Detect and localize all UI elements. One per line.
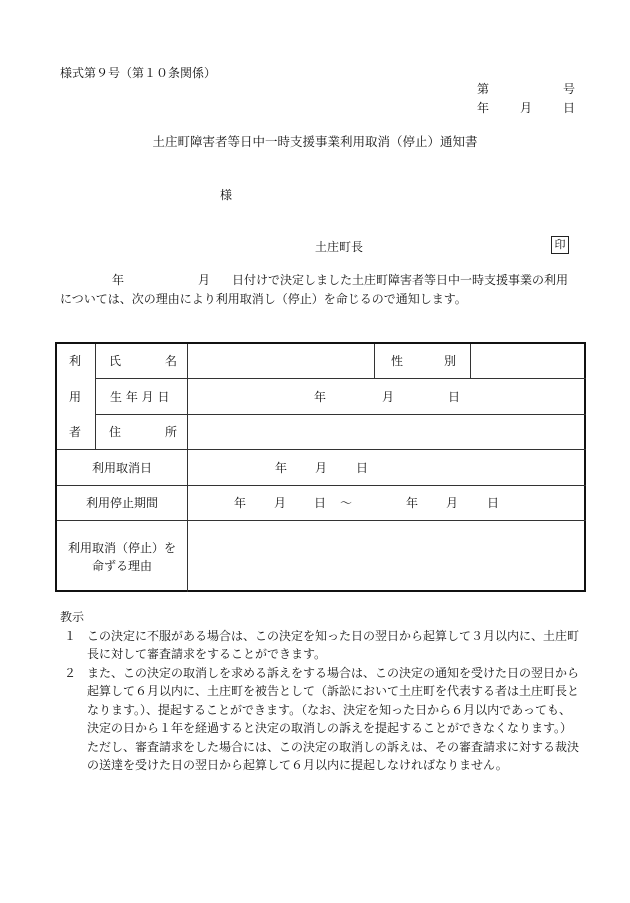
issue-date-month: 月 [519, 101, 532, 115]
suspend-from-year: 年 [234, 496, 247, 510]
cancel-year: 年 [275, 461, 288, 475]
doc-number-suffix: 号 [562, 82, 575, 96]
suspend-to-year: 年 [406, 496, 419, 510]
birth-date-label: 生 年 月 日 [110, 390, 170, 404]
row-divider [57, 449, 586, 450]
body-month: 月 [197, 273, 210, 287]
suspend-to-month: 月 [446, 496, 459, 510]
suspend-from-day: 日 [314, 496, 327, 510]
birth-day: 日 [448, 390, 461, 404]
col-divider [374, 344, 375, 378]
suspend-to-day: 日 [487, 496, 500, 510]
user-label-char: 利 [69, 354, 82, 368]
suspend-period-label: 利用停止期間 [85, 496, 158, 510]
row-divider [57, 520, 586, 521]
user-label-char: 者 [69, 425, 82, 439]
form-number: 様式第９号（第１０条関係） [60, 66, 217, 80]
name-label: 氏 [109, 354, 122, 368]
document-title: 土庄町障害者等日中一時支援事業利用取消（停止）通知書 [152, 134, 478, 149]
instruction-number: １ [64, 628, 77, 643]
appeal-instructions [60, 608, 580, 775]
birth-month: 月 [382, 390, 395, 404]
issuer-name: 土庄町長 [315, 240, 364, 254]
col-divider [470, 344, 471, 378]
gender-label: 別 [444, 354, 457, 368]
birth-year: 年 [314, 390, 327, 404]
user-info-table [55, 342, 586, 592]
recipient-honorific: 様 [220, 188, 233, 202]
instruction-number: ２ [64, 665, 77, 680]
cancel-day: 日 [356, 461, 369, 475]
doc-number-prefix: 第 [477, 82, 490, 96]
row-divider [95, 414, 586, 415]
address-label: 所 [165, 425, 178, 439]
issue-date-day: 日 [562, 101, 575, 115]
row-divider [57, 485, 586, 486]
issue-date [477, 101, 575, 117]
col-divider [95, 344, 96, 449]
body-day-rest: 日付けで決定しました土庄町障害者等日中一時支援事業の利用 [232, 273, 569, 287]
document-number [477, 82, 575, 98]
row-divider [95, 378, 586, 379]
reason-label-line2: 命ずる理由 [91, 559, 152, 573]
cancel-month: 月 [315, 461, 328, 475]
body-line-2: については、次の理由により利用取消し（停止）を命じるので通知します。 [60, 292, 467, 306]
address-label: 住 [109, 425, 122, 439]
instruction-text: また、この決定の取消しを求める訴えをする場合は、この決定の通知を受けた日の翌日から起算して６月以内に、土庄町を被告として（訴訟において土庄町を代表する者は土庄町長となります。）、提起することができます。（なお、決定を知った日から６月以内であっても、決定の日から１年を経過すると決定の取消しの訴えを提起することができなくなります。）ただし、審査請求をした場合には、この決定の取消しの訴えは、その審査請求に対する裁決の送達を受けた日の翌日から起算して６月以内に提起しなければなりません。 [87, 665, 580, 772]
suspend-tilde: ～ [340, 496, 353, 510]
user-label-char: 用 [69, 390, 82, 404]
instruction-item [60, 664, 580, 775]
col-divider [187, 344, 188, 592]
body-date [60, 271, 210, 290]
cancel-date-label: 利用取消日 [91, 461, 152, 475]
instruction-item [60, 627, 580, 664]
name-label: 名 [165, 354, 178, 368]
body-line-1 [60, 271, 578, 290]
gender-label: 性 [391, 354, 404, 368]
notice-body [60, 271, 578, 309]
seal-stamp: 印 [551, 236, 569, 254]
body-year: 年 [112, 273, 125, 287]
suspend-from-month: 月 [274, 496, 287, 510]
instructions-heading: 教示 [60, 610, 85, 624]
instruction-text: この決定に不服がある場合は、この決定を知った日の翌日から起算して３月以内に、土庄町長に対して審査請求をすることができます。 [87, 628, 580, 661]
issue-date-year: 年 [477, 101, 490, 115]
reason-label-line1: 利用取消（停止）を [67, 541, 176, 555]
